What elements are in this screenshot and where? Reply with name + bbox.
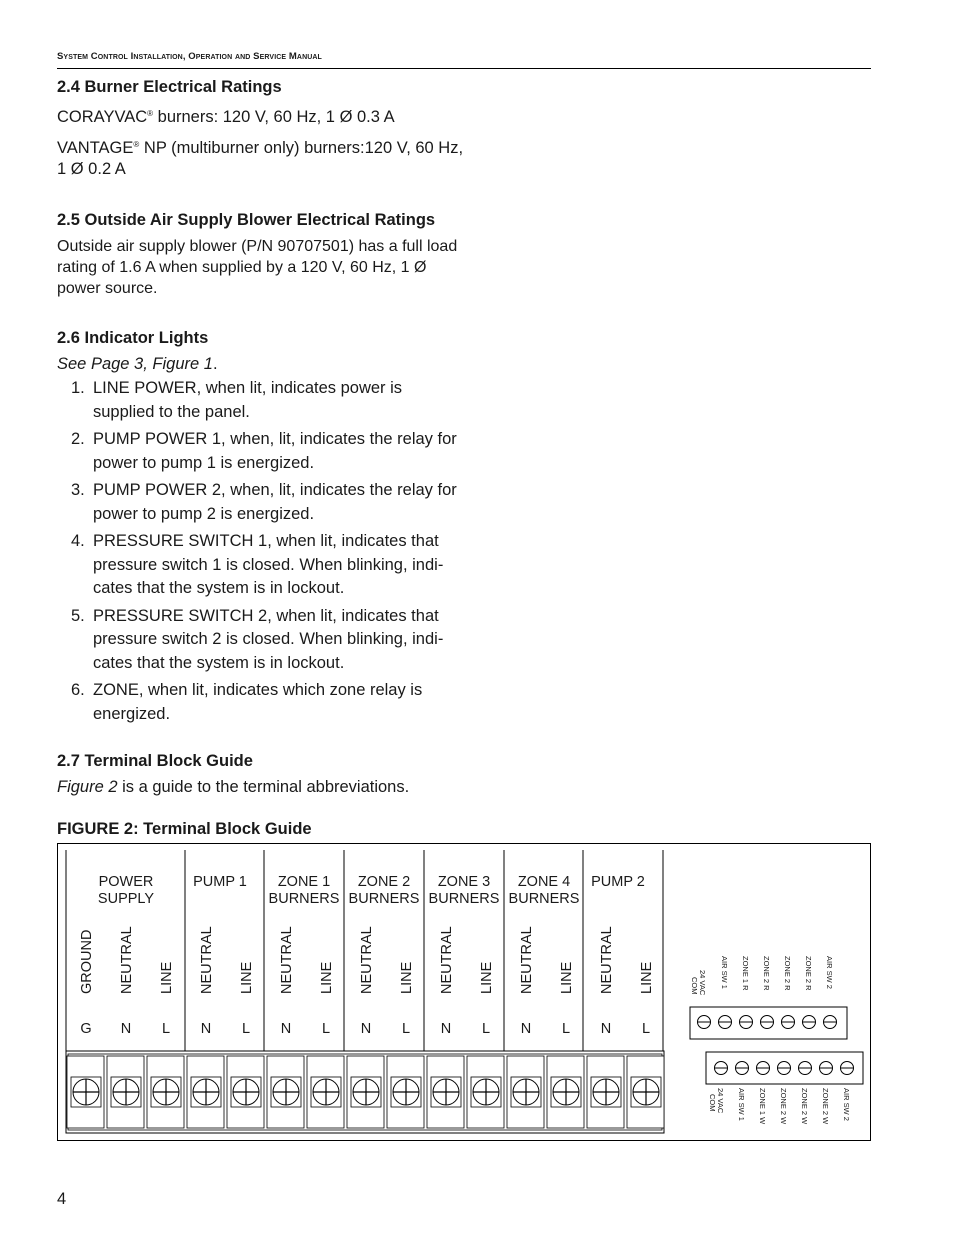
vantage-rating-text: NP (multiburner only) burners:120 V, 60 Hz, 1 Ø 0.2 A (57, 139, 464, 178)
terminal-abbr-label: L (641, 1021, 651, 1037)
group-title: BURNERS (508, 891, 580, 907)
terminal-name-label: GROUND (79, 929, 95, 994)
low-voltage-top-label: ZONE 2 R (783, 956, 792, 991)
group-title: ZONE 2 (357, 874, 411, 890)
terminal-abbr-label: N (440, 1021, 452, 1037)
heading-2-4: 2.4 Burner Electrical Ratings (57, 78, 282, 96)
terminal-abbr-label: L (401, 1021, 411, 1037)
low-voltage-bottom-label: ZONE 2 W (779, 1088, 788, 1125)
terminal-name-label: LINE (639, 961, 655, 994)
terminal-name-label: NEUTRAL (599, 926, 615, 994)
terminal-abbr-label: N (360, 1021, 372, 1037)
low-voltage-bottom-label: ZONE 2 W (800, 1088, 809, 1125)
terminal-block-diagram (58, 844, 870, 1140)
terminal-abbr-label: L (481, 1021, 491, 1037)
terminal-name-label: NEUTRAL (279, 926, 295, 994)
terminal-name-label: NEUTRAL (519, 926, 535, 994)
heading-2-6: 2.6 Indicator Lights (57, 329, 209, 347)
terminal-abbr-label: L (161, 1021, 171, 1037)
group-title: SUPPLY (97, 891, 155, 907)
corayvac-rating-text: burners: 120 V, 60 Hz, 1 Ø 0.3 A (153, 108, 395, 126)
header-rule (57, 68, 871, 69)
indicator-list (57, 377, 467, 726)
terminal-name-label: LINE (479, 961, 495, 994)
terminal-name-label: NEUTRAL (359, 926, 375, 994)
low-voltage-top-label: ZONE 1 R (741, 956, 750, 991)
heading-2-5: 2.5 Outside Air Supply Blower Electrical Ratings (57, 211, 436, 229)
list-item: 2. PUMP POWER 1, when, lit, indicates the relay for power to pump 1 is energized. (71, 430, 457, 472)
terminal-name-label: NEUTRAL (199, 926, 215, 994)
terminal-abbr-label: N (280, 1021, 292, 1037)
heading-2-7: 2.7 Terminal Block Guide (57, 752, 253, 770)
group-title: ZONE 3 (437, 874, 491, 890)
group-title: POWER (98, 874, 154, 890)
page-number: 4 (57, 1190, 67, 1208)
low-voltage-bottom-label: ZONE 2 W (821, 1088, 830, 1125)
terminal-abbr-label: L (561, 1021, 571, 1037)
terminal-abbr-label: N (200, 1021, 212, 1037)
group-title: BURNERS (268, 891, 340, 907)
low-voltage-top-label: COM (690, 977, 699, 995)
terminal-name-label: NEUTRAL (439, 926, 455, 994)
terminal-block-figure (57, 843, 871, 1141)
low-voltage-top-label: ZONE 2 R (762, 956, 771, 991)
low-voltage-top-label: ZONE 2 R (804, 956, 813, 991)
list-item: 1. LINE POWER, when lit, indicates power is supplied to the panel. (71, 379, 403, 421)
low-voltage-top-label: 24 VAC (698, 970, 707, 996)
figure-title: FIGURE 2: Terminal Block Guide (57, 820, 312, 838)
terminal-abbr-label: N (600, 1021, 612, 1037)
figure-reference: Figure 2 (57, 778, 118, 796)
terminal-name-label: LINE (159, 961, 175, 994)
group-title: ZONE 1 (277, 874, 331, 890)
figure-reference: See Page 3, Figure 1 (57, 355, 213, 373)
low-voltage-bottom-label: AIR SW 2 (842, 1088, 851, 1121)
terminal-name-label: LINE (319, 961, 335, 994)
terminal-abbr-label: G (80, 1021, 92, 1037)
low-voltage-top-label: AIR SW 1 (720, 956, 729, 989)
terminal-name-label: NEUTRAL (119, 926, 135, 994)
group-title: BURNERS (348, 891, 420, 907)
main-column (57, 78, 467, 804)
corayvac-brand: CORAYVAC (57, 108, 148, 126)
terminal-name-label: LINE (399, 961, 415, 994)
terminal-name-label: LINE (559, 961, 575, 994)
list-item: 3. PUMP POWER 2, when, lit, indicates the relay for power to pump 2 is energized. (71, 481, 457, 523)
terminal-abbr-label: N (120, 1021, 132, 1037)
group-title: BURNERS (428, 891, 500, 907)
group-title: PUMP 1 (193, 874, 247, 890)
list-item: 6. ZONE, when lit, indicates which zone relay is energized. (71, 681, 423, 723)
group-title: ZONE 4 (517, 874, 571, 890)
running-header: System Control Installation, Operation and Service Manual (57, 51, 322, 62)
low-voltage-bottom-label: ZONE 1 W (758, 1088, 767, 1125)
group-title: PUMP 2 (591, 874, 645, 890)
low-voltage-bottom-label: COM (708, 1094, 717, 1112)
blower-rating: Outside air supply blower (P/N 90707501) has a full load rating of 1.6 A when supplied by a 120 V, 60 Hz, 1 Ø power source. (57, 238, 458, 297)
terminal-abbr-label: L (241, 1021, 251, 1037)
low-voltage-top-label: AIR SW 2 (825, 956, 834, 989)
terminal-name-label: LINE (239, 961, 255, 994)
terminal-abbr-label: N (520, 1021, 532, 1037)
low-voltage-bottom-label: AIR SW 1 (737, 1088, 746, 1121)
low-voltage-bottom-label: 24 VAC (716, 1088, 725, 1114)
vantage-brand: VANTAGE (57, 139, 134, 157)
registered-mark: ® (133, 140, 140, 149)
list-item: 5. PRESSURE SWITCH 2, when lit, indicates that pressure switch 2 is closed. When blinking, indi-cates that the system is in lockout. (71, 606, 444, 672)
terminal-guide-intro: Figure 2 is a guide to the terminal abbreviations. (57, 778, 410, 796)
list-item: 4. PRESSURE SWITCH 1, when lit, indicates that pressure switch 1 is closed. When blinking, indi-cates that the system is in lockout. (71, 532, 444, 597)
vantage-rating (57, 134, 467, 180)
terminal-abbr-label: L (321, 1021, 331, 1037)
indicator-reference: See Page 3, Figure 1. (57, 355, 218, 373)
registered-mark: ® (147, 109, 154, 118)
corayvac-rating (57, 103, 467, 128)
